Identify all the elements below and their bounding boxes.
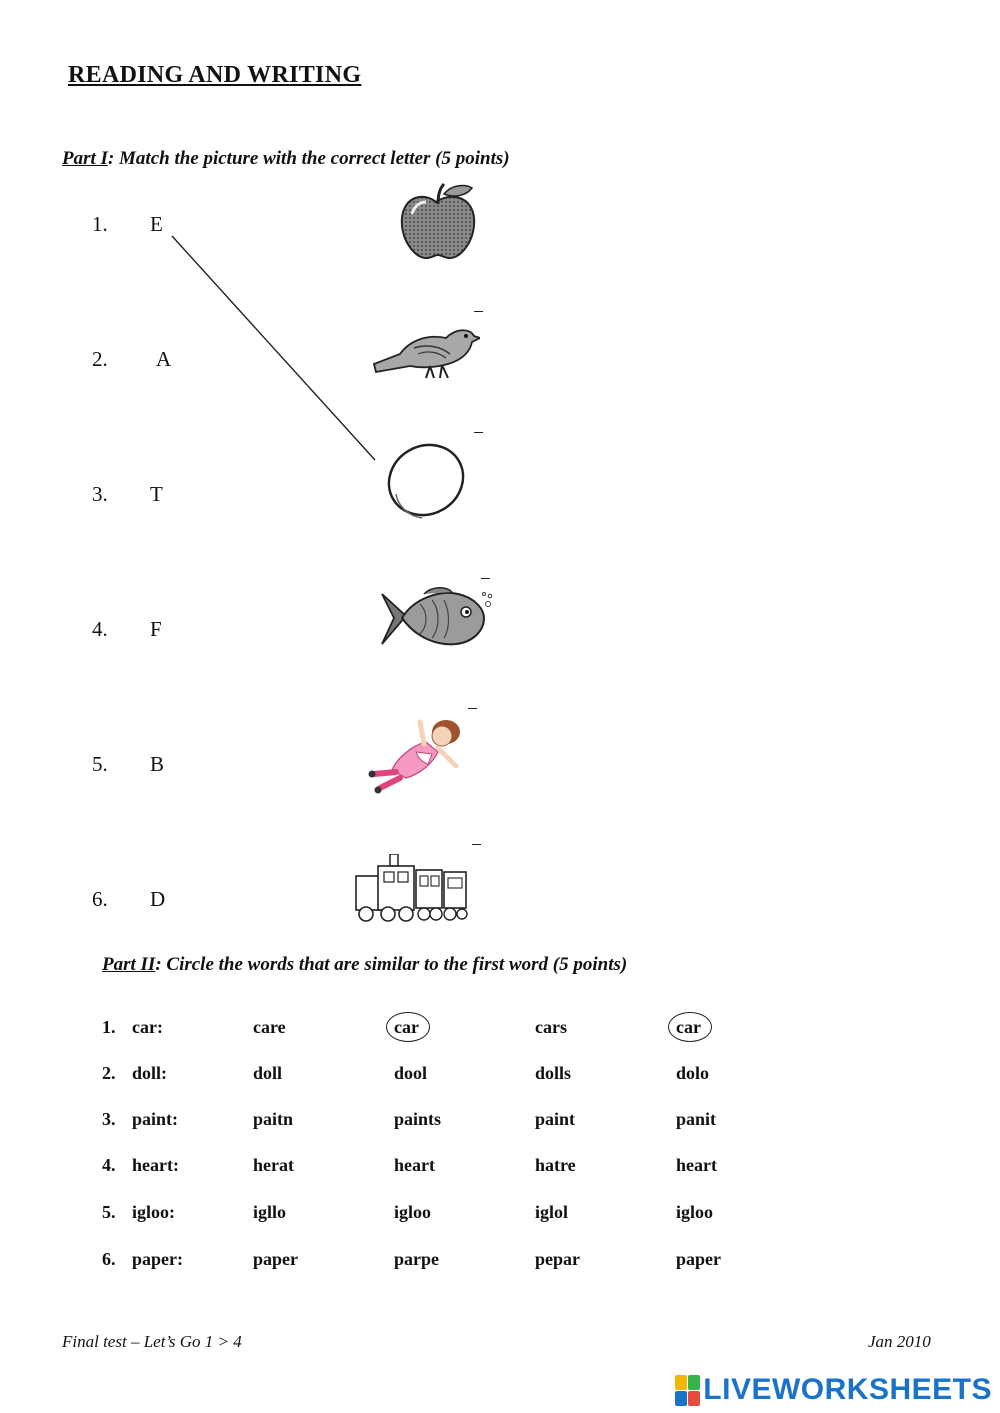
word-option[interactable]: panit: [676, 1109, 717, 1129]
word-option[interactable]: iglol: [535, 1202, 569, 1222]
row-number: 3.: [102, 1109, 116, 1129]
part1-instruction: : Match the picture with the correct letter (5 points): [107, 148, 510, 169]
item-letter[interactable]: T: [150, 482, 163, 506]
target-word: doll:: [132, 1063, 168, 1083]
target-word: paper:: [132, 1249, 183, 1269]
item-letter[interactable]: E: [150, 212, 163, 236]
liveworksheets-logo-icon: [675, 1375, 699, 1405]
word-option[interactable]: paints: [394, 1109, 442, 1129]
word-option[interactable]: igloo: [394, 1202, 432, 1222]
logo-square-2: [688, 1375, 700, 1390]
answer-circle: [668, 1012, 712, 1042]
item-letter[interactable]: F: [150, 617, 162, 641]
word-option[interactable]: paitn: [253, 1109, 294, 1129]
target-word: car:: [132, 1017, 163, 1037]
logo-square-1: [675, 1375, 687, 1390]
row-number: 2.: [102, 1063, 116, 1083]
part2-label: Part II: [102, 954, 156, 975]
row-number: 4.: [102, 1155, 116, 1175]
part2-instruction: : Circle the words that are similar to the first word (5 points): [155, 954, 628, 975]
target-word: heart:: [132, 1155, 179, 1175]
logo-square-4: [688, 1391, 700, 1406]
item-number: 2.: [92, 347, 108, 371]
bird-icon: [370, 318, 480, 384]
word-option[interactable]: parpe: [394, 1249, 439, 1269]
word-option[interactable]: paper: [676, 1249, 721, 1269]
word-option[interactable]: cars: [535, 1017, 567, 1037]
logo-square-3: [675, 1391, 687, 1406]
word-option[interactable]: dool: [394, 1063, 428, 1083]
word-option[interactable]: car: [676, 1017, 701, 1037]
apple-icon: [396, 180, 480, 264]
item-number: 4.: [92, 617, 108, 641]
doll-icon: [366, 708, 466, 800]
target-word: paint:: [132, 1109, 179, 1129]
fish-icon: [380, 586, 494, 652]
part1-label: Part I: [62, 148, 108, 169]
row-number: 1.: [102, 1017, 116, 1037]
word-option[interactable]: igllo: [253, 1202, 287, 1222]
brand-name: LIVEWORKSHEETS: [703, 1373, 992, 1406]
word-option[interactable]: herat: [253, 1155, 294, 1175]
item-number: 1.: [92, 212, 108, 236]
footer-right: Jan 2010: [868, 1332, 931, 1351]
answer-tick[interactable]: [472, 844, 481, 845]
word-option[interactable]: paint: [535, 1109, 576, 1129]
word-option[interactable]: paper: [253, 1249, 298, 1269]
item-number: 3.: [92, 482, 108, 506]
answer-circle: [386, 1012, 430, 1042]
item-letter[interactable]: D: [150, 887, 166, 911]
target-word: igloo:: [132, 1202, 175, 1222]
egg-icon: [382, 438, 468, 524]
word-option[interactable]: dolo: [676, 1063, 710, 1083]
answer-tick[interactable]: [468, 708, 477, 709]
item-letter[interactable]: A: [156, 347, 172, 371]
item-letter[interactable]: B: [150, 752, 165, 776]
liveworksheets-brand[interactable]: [675, 1373, 992, 1407]
word-option[interactable]: pepar: [535, 1249, 580, 1269]
word-option[interactable]: hatre: [535, 1155, 576, 1175]
row-number: 5.: [102, 1202, 116, 1222]
word-option[interactable]: car: [394, 1017, 419, 1037]
answer-tick[interactable]: [481, 578, 490, 579]
item-number: 5.: [92, 752, 108, 776]
train-icon: [354, 854, 468, 924]
answer-tick[interactable]: [474, 311, 483, 312]
word-option[interactable]: dolls: [535, 1063, 572, 1083]
word-option[interactable]: heart: [676, 1155, 717, 1175]
word-option[interactable]: care: [253, 1017, 286, 1037]
word-option[interactable]: doll: [253, 1063, 283, 1083]
item-number: 6.: [92, 887, 108, 911]
footer-left: Final test – Let’s Go 1 > 4: [62, 1332, 242, 1351]
word-option[interactable]: igloo: [676, 1202, 714, 1222]
answer-tick[interactable]: [474, 432, 483, 433]
part2-heading: [102, 954, 627, 976]
page-title: READING AND WRITING: [68, 62, 362, 88]
word-option[interactable]: heart: [394, 1155, 435, 1175]
row-number: 6.: [102, 1249, 116, 1269]
